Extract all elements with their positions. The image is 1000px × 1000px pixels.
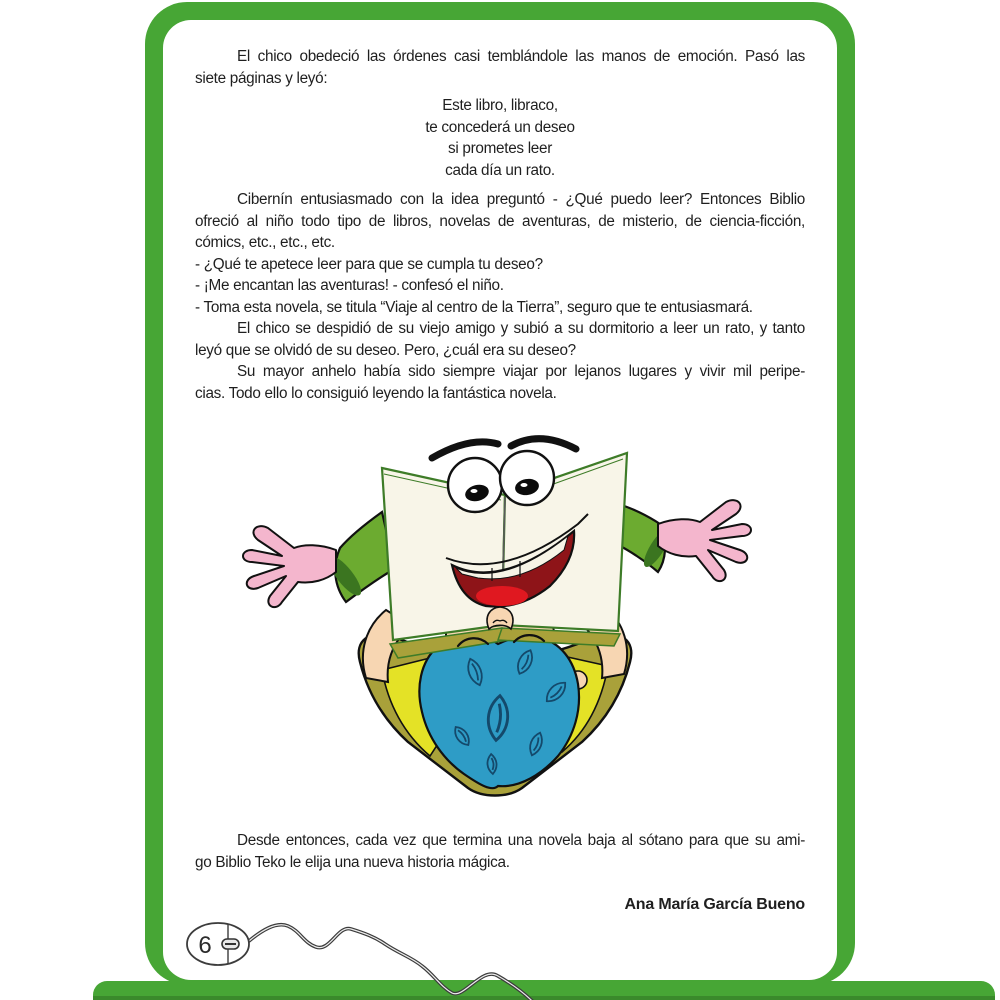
- paragraph-1: [195, 46, 805, 89]
- paragraph-5: [195, 830, 805, 873]
- text-line: El chico se despidió de su viejo amigo y subió a su dormitorio a leer un rato, y tanto: [237, 320, 805, 337]
- mouse-cable: [249, 925, 537, 1000]
- paragraph-3: [195, 318, 805, 361]
- text-line: cómics, etc., etc., etc.: [195, 234, 335, 251]
- text-line: Cibernín entusiasmado con la idea preguntó - ¿Qué puedo leer? Entonces Biblio: [237, 191, 805, 208]
- book-eyebrows: [432, 439, 576, 458]
- page-number: 6: [198, 932, 212, 959]
- poem-line: cada día un rato.: [445, 161, 555, 179]
- paragraph-2: [195, 189, 805, 254]
- mouse-cable-highlight: [249, 925, 537, 1000]
- left-hand: [243, 526, 336, 607]
- dialogue-line: - Toma esta novela, se titula “Viaje al centro de la Tierra”, seguro que te entusiasmará.: [195, 298, 753, 316]
- text-line: Su mayor anhelo había sido siempre viajar por lejanos lugares y vivir mil peripe-: [237, 363, 805, 380]
- poem-line: Este libro, libraco,: [442, 97, 558, 114]
- text-line: go Biblio Teko le elija una nueva historia mágica.: [195, 853, 510, 871]
- right-hand: [658, 500, 751, 581]
- mouse-icon: [187, 923, 249, 965]
- text-line: leyó que se olvidó de su deseo. Pero, ¿cuál era su deseo?: [195, 341, 576, 359]
- text-line: siete páginas y leyó:: [195, 69, 328, 87]
- poem-line: te concederá un deseo: [425, 118, 575, 136]
- dialogue-line: - ¡Me encantan las aventuras! - confesó el niño.: [195, 277, 504, 294]
- poem-line: si prometes leer: [447, 140, 553, 157]
- dialogue: [195, 254, 805, 319]
- tongue: [476, 586, 528, 606]
- poem: [195, 95, 805, 181]
- text-line: El chico obedeció las órdenes casi temblándole las manos de emoción. Pasó las: [237, 48, 805, 65]
- footer-page-number: [180, 916, 560, 1000]
- text-line: ofreció al niño todo tipo de libros, novelas de aventuras, de misterio, de ciencia-ficción,: [195, 212, 805, 230]
- paragraph-4: [195, 361, 805, 404]
- boy-nose: [487, 607, 513, 629]
- text-line: Desde entonces, cada vez que termina una novela baja al sótano para que su ami-: [237, 832, 805, 849]
- text-line: cias. Todo ello lo consiguió leyendo la fantástica novela.: [195, 384, 557, 402]
- dialogue-line: - ¿Qué te apetece leer para que se cumpla tu deseo?: [195, 255, 543, 273]
- illustration-book-character-and-boy: [230, 420, 760, 812]
- author-name: Ana María García Bueno: [624, 896, 805, 913]
- story-text: [195, 46, 805, 404]
